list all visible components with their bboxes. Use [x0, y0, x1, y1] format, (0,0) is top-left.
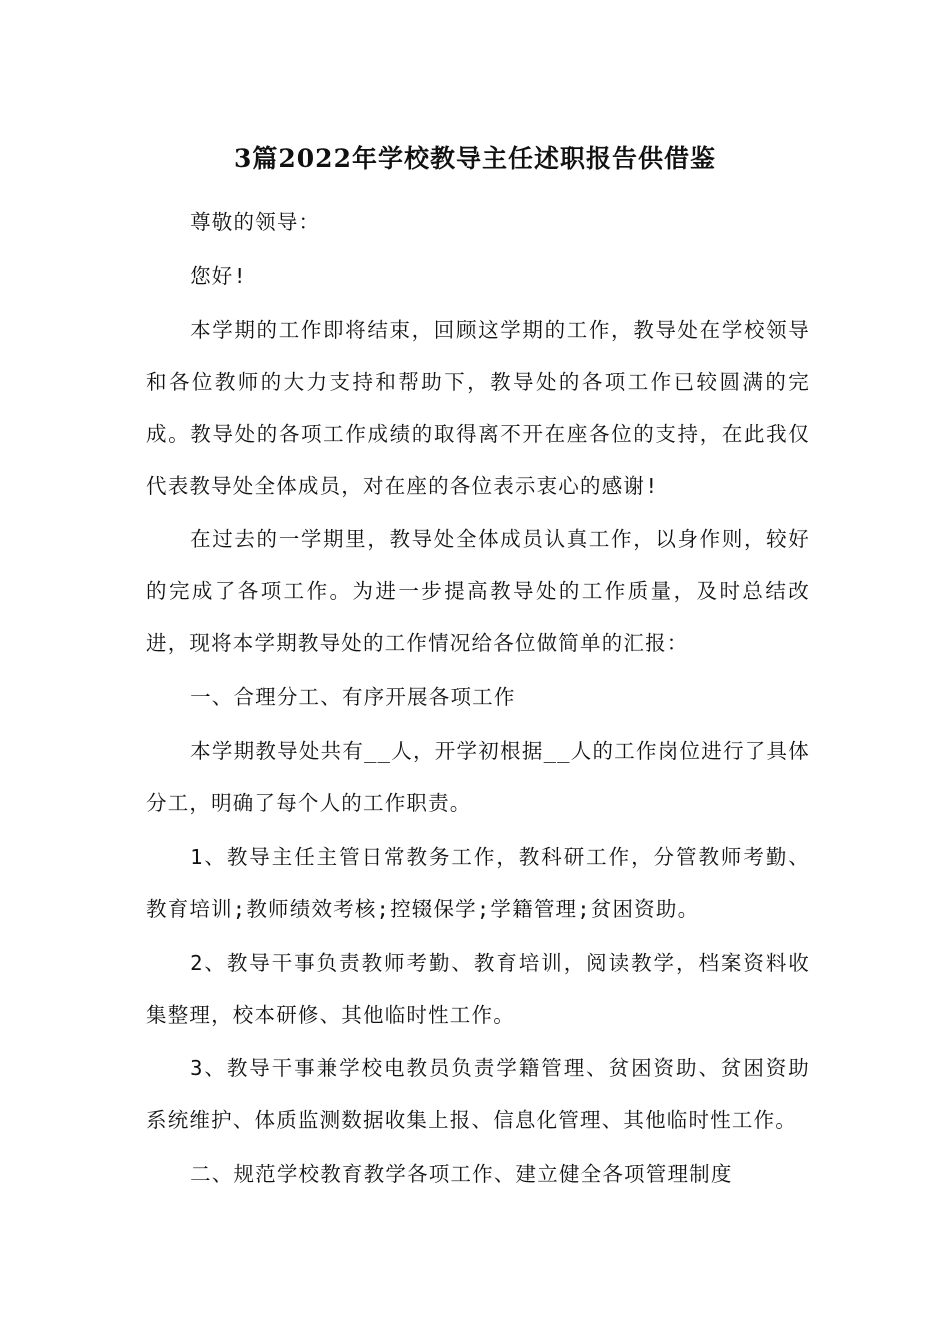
paragraph-intro: 本学期的工作即将结束，回顾这学期的工作，教导处在学校领导和各位教师的大力支持和帮助下，教导处的各项工作已较圆满的完成。教导处的各项工作成绩的取得离不开在座各位的支持，在此我仅代表教导处全体成员，对在座的各位表示衷心的感谢!: [146, 317, 810, 498]
paragraph-staffing: 本学期教导处共有__人，开学初根据__人的工作岗位进行了具体分工，明确了每个人的工作职责。: [146, 738, 810, 815]
salutation: 尊敬的领导：: [190, 210, 321, 234]
document-body: [146, 196, 810, 1202]
document-title: 3篇2022年学校教导主任述职报告供借鉴: [234, 144, 716, 173]
list-item-1: 1、教导主任主管日常教务工作，教科研工作，分管教师考勤、教育培训;教师绩效考核;控辍保学;学籍管理;贫困资助。: [146, 844, 810, 921]
greeting: 您好!: [190, 263, 248, 288]
section-heading-1: 一、合理分工、有序开展各项工作: [190, 685, 516, 710]
list-item-3: 3、教导干事兼学校电教员负责学籍管理、贫困资助、贫困资助系统维护、体质监测数据收集上报、信息化管理、其他临时性工作。: [146, 1056, 810, 1133]
paragraph-summary: 在过去的一学期里，教导处全体成员认真工作，以身作则，较好的完成了各项工作。为进一步提高教导处的工作质量，及时总结改进，现将本学期教导处的工作情况给各位做简单的汇报：: [146, 527, 810, 656]
list-item-2: 2、教导干事负责教师考勤、教育培训，阅读教学，档案资料收集整理，校本研修、其他临时性工作。: [146, 950, 810, 1027]
section-heading-2: 二、规范学校教育教学各项工作、建立健全各项管理制度: [190, 1162, 733, 1187]
